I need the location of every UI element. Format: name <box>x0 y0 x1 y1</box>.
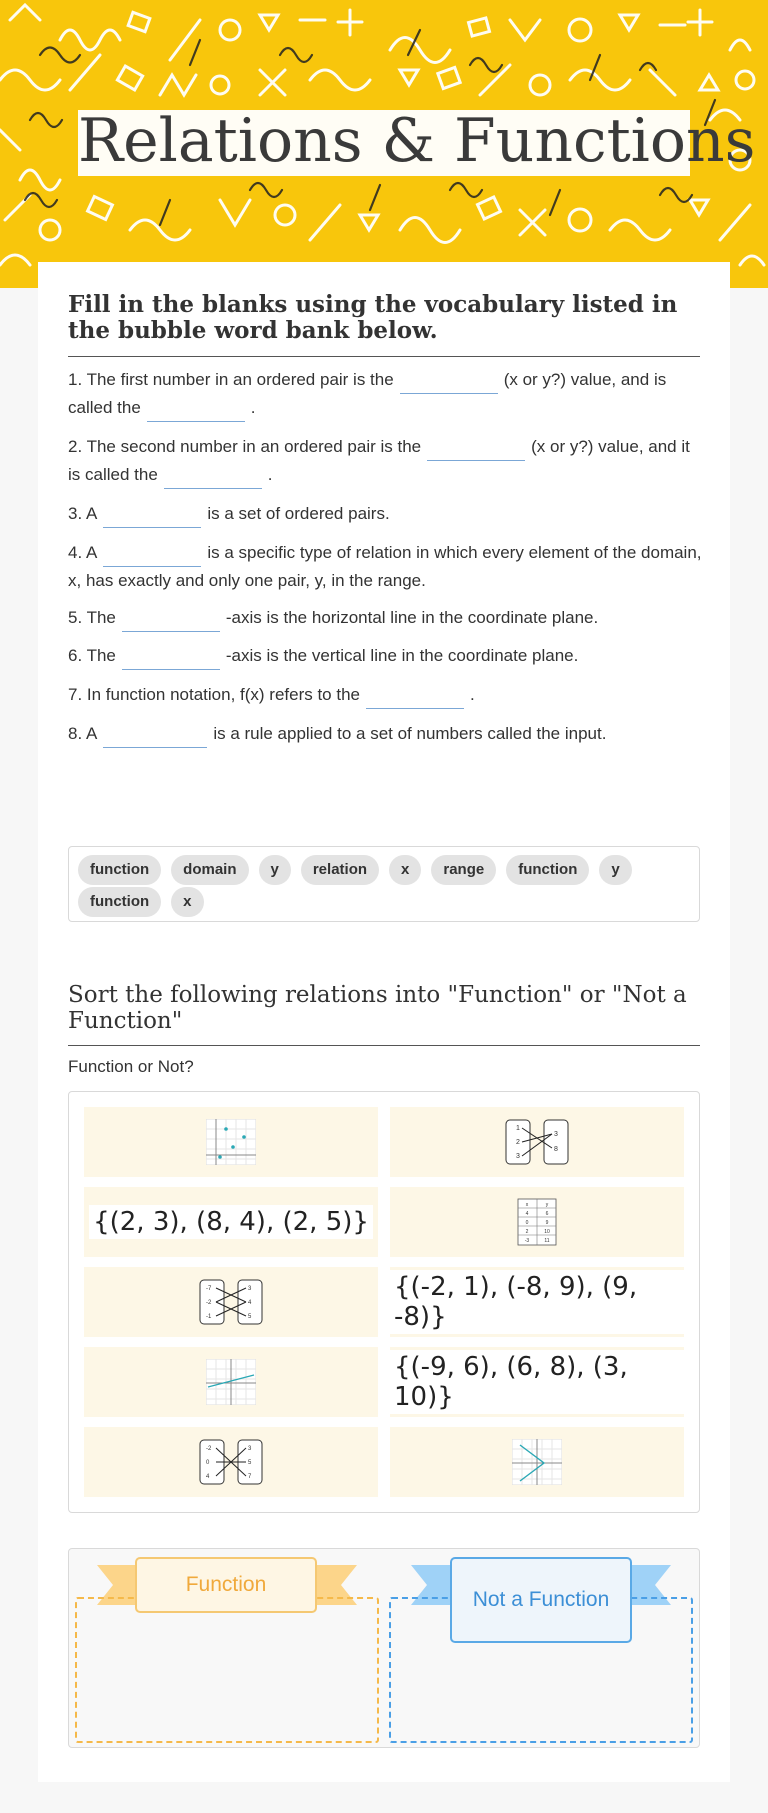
mapping2-range-3: 5 <box>248 1314 252 1320</box>
word-chip[interactable]: x <box>389 855 421 885</box>
mapping2-range-1: 3 <box>248 1286 252 1292</box>
word-chip[interactable]: function <box>78 887 161 917</box>
word-chip[interactable]: range <box>431 855 496 885</box>
blank-2a[interactable] <box>427 439 525 461</box>
table-cell: 6 <box>545 1211 549 1217</box>
blank-1b[interactable] <box>147 400 245 422</box>
blank-6[interactable] <box>122 648 220 670</box>
sort-card-set-2[interactable] <box>390 1267 684 1337</box>
sort-card-scatter-graph[interactable] <box>84 1107 378 1177</box>
mapping-diagram-1 <box>502 1118 572 1166</box>
sort-card-mapping-2[interactable] <box>84 1267 378 1337</box>
sortable-items <box>68 1091 700 1513</box>
table-cell: 11 <box>544 1238 550 1244</box>
mapping2-domain-1: -7 <box>206 1286 212 1292</box>
line-graph-image <box>206 1359 256 1405</box>
question-4: 4. A is a specific type of relation in which every element of the domain, x, has exactly and only one pair, y, in the range. <box>68 543 702 590</box>
section1-divider <box>68 356 700 357</box>
sort-card-v-graph[interactable] <box>390 1427 684 1497</box>
mapping3-domain-1: -2 <box>206 1446 212 1452</box>
set-2-text: {(-2, 1), (-8, 9), (9, -8)} <box>390 1270 684 1334</box>
blank-7[interactable] <box>366 687 464 709</box>
section2-heading: Sort the following relations into "Function" or "Not a Function" <box>68 982 687 1034</box>
mapping3-domain-3: 4 <box>206 1474 210 1480</box>
mapping1-domain-3: 3 <box>516 1153 520 1160</box>
question-7: 7. In function notation, f(x) refers to the . <box>68 681 702 709</box>
mapping2-domain-2: -2 <box>206 1300 212 1306</box>
word-chip[interactable]: function <box>506 855 589 885</box>
table-cell: 10 <box>544 1229 550 1235</box>
scatter-graph-image <box>206 1119 256 1165</box>
mapping-diagram-2 <box>196 1278 266 1326</box>
mapping3-range-3: 7 <box>248 1474 252 1480</box>
sort-card-set-3[interactable] <box>390 1347 684 1417</box>
question-1: 1. The first number in an ordered pair is the (x or y?) value, and is called the . <box>68 366 702 422</box>
word-chip[interactable]: x <box>171 887 203 917</box>
sort-card-set-1[interactable] <box>84 1187 378 1257</box>
question-5: 5. The -axis is the horizontal line in the coordinate plane. <box>68 604 702 632</box>
table-header-x: x <box>525 1202 529 1208</box>
blank-1a[interactable] <box>400 372 498 394</box>
sort-card-line-graph[interactable] <box>84 1347 378 1417</box>
word-chip[interactable]: y <box>599 855 631 885</box>
mapping1-domain-2: 2 <box>516 1139 520 1146</box>
word-chip[interactable]: domain <box>171 855 248 885</box>
page-title: Relations & Functions <box>78 106 756 176</box>
sort-bins <box>68 1548 700 1748</box>
mapping3-range-1: 3 <box>248 1446 252 1452</box>
set-1-text: {(2, 3), (8, 4), (2, 5)} <box>89 1205 373 1239</box>
table-cell: 0 <box>525 1220 529 1226</box>
sort-subheading: Function or Not? <box>68 1057 194 1076</box>
question-8: 8. A is a rule applied to a set of numbers called the input. <box>68 720 702 748</box>
mapping1-range-1: 3 <box>554 1131 558 1138</box>
table-cell: -3 <box>524 1238 530 1244</box>
mapping1-domain-1: 1 <box>516 1125 520 1132</box>
mapping3-range-2: 5 <box>248 1460 252 1466</box>
function-drop-zone[interactable] <box>75 1597 379 1743</box>
table-cell: 2 <box>525 1229 529 1235</box>
blank-5[interactable] <box>122 610 220 632</box>
blank-2b[interactable] <box>164 467 262 489</box>
question-2: 2. The second number in an ordered pair is the (x or y?) value, and it is called the . <box>68 433 702 489</box>
mapping3-domain-2: 0 <box>206 1460 210 1466</box>
table-cell: 4 <box>525 1211 529 1217</box>
mapping1-range-2: 8 <box>554 1146 558 1153</box>
word-chip[interactable]: function <box>78 855 161 885</box>
table-header-y: y <box>545 1202 549 1208</box>
set-3-text: {(-9, 6), (6, 8), (3, 10)} <box>390 1350 684 1414</box>
sort-card-mapping-3[interactable] <box>84 1427 378 1497</box>
word-bank <box>68 846 700 922</box>
section2-divider <box>68 1045 700 1046</box>
mapping-diagram-3 <box>196 1438 266 1486</box>
word-chip[interactable]: relation <box>301 855 379 885</box>
function-bin-label: Function <box>135 1557 317 1613</box>
question-6: 6. The -axis is the vertical line in the coordinate plane. <box>68 642 702 670</box>
mapping2-domain-3: -1 <box>206 1314 212 1320</box>
word-chip[interactable]: y <box>259 855 291 885</box>
xy-table-image <box>517 1198 557 1246</box>
blank-3[interactable] <box>103 506 201 528</box>
not-function-bin-label: Not a Function <box>450 1557 632 1643</box>
sort-card-table[interactable] <box>390 1187 684 1257</box>
mapping2-range-2: 4 <box>248 1300 252 1306</box>
section1-heading: Fill in the blanks using the vocabulary listed in the bubble word bank below. <box>68 291 678 344</box>
blank-4[interactable] <box>103 545 201 567</box>
sideways-v-graph-image <box>512 1439 562 1485</box>
question-3: 3. A is a set of ordered pairs. <box>68 500 702 528</box>
table-cell: 9 <box>545 1220 549 1226</box>
blank-8[interactable] <box>103 726 207 748</box>
sort-card-mapping-1[interactable] <box>390 1107 684 1177</box>
